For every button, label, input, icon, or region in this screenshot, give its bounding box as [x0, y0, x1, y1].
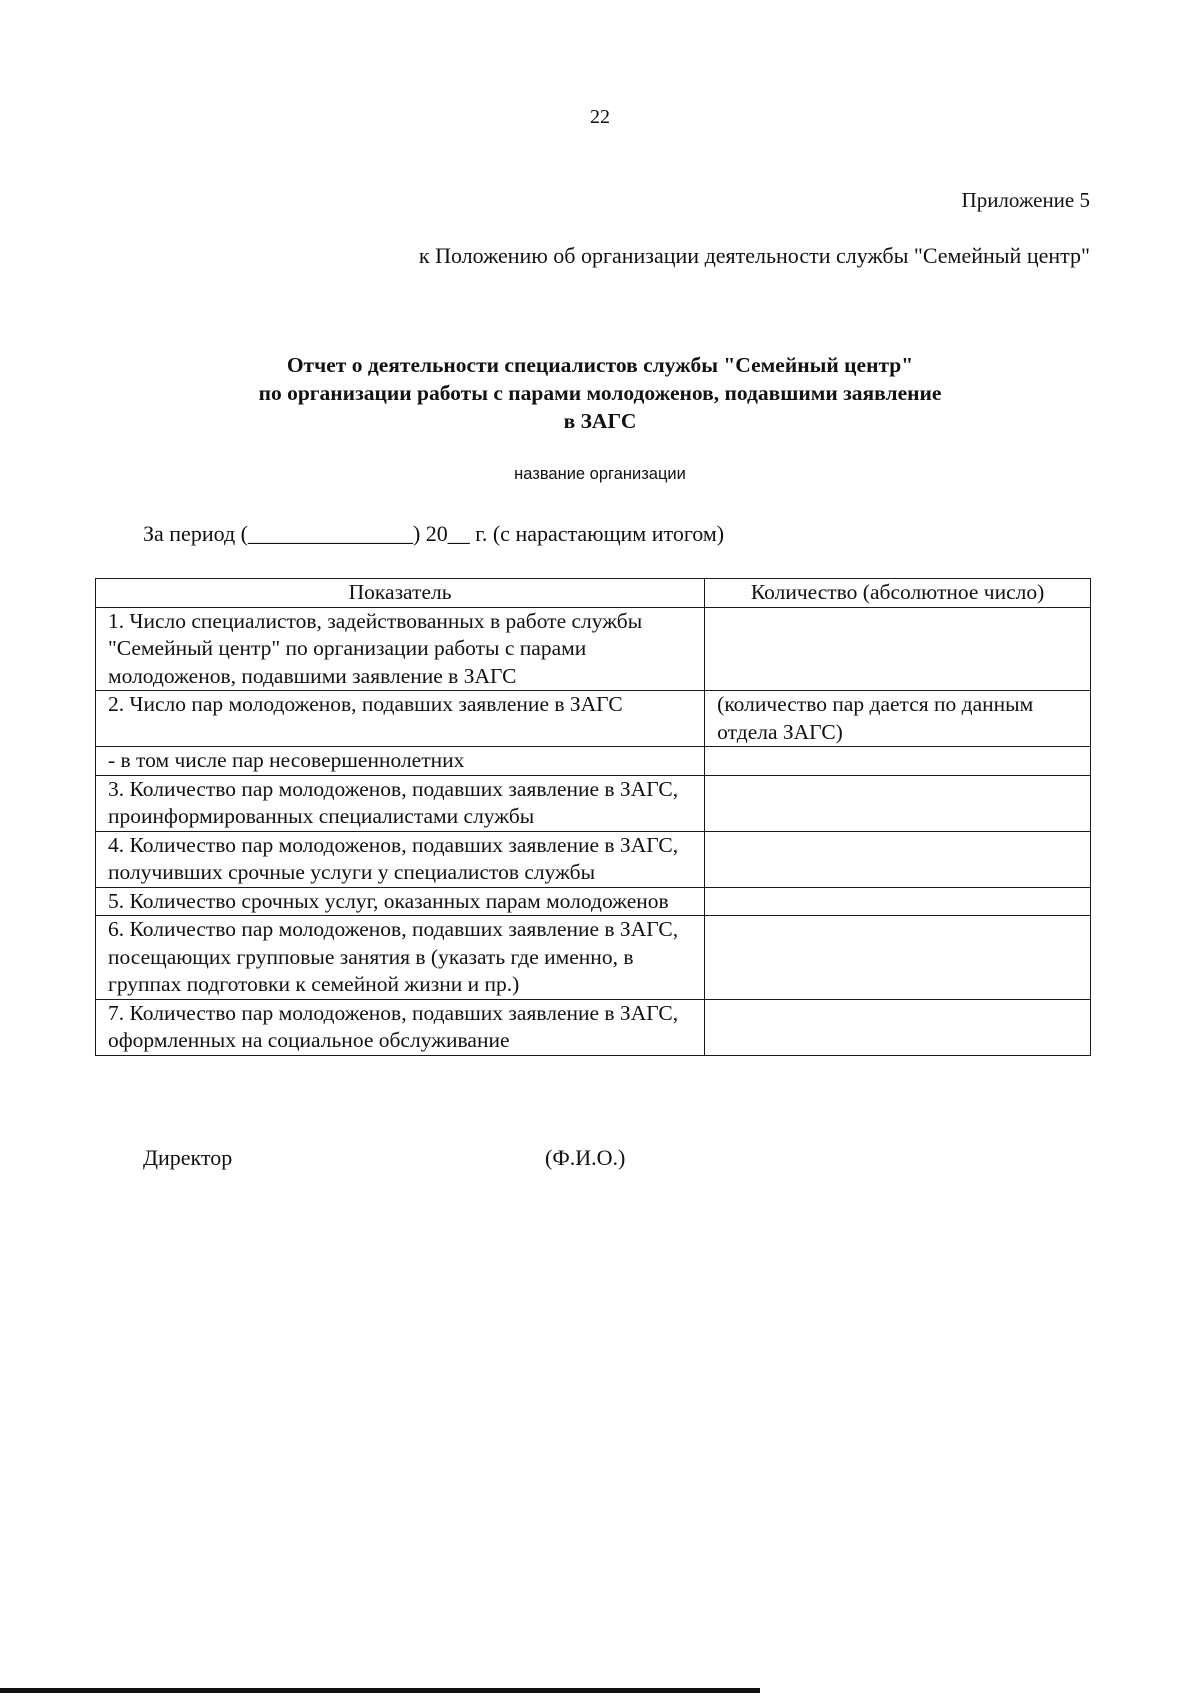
indicator-cell: - в том числе пар несовершеннолетних — [96, 747, 705, 776]
appendix-reference: к Положению об организации деятельности службы "Семейный центр" — [418, 243, 1090, 268]
table-header-row — [96, 579, 1091, 608]
page-bottom-rule — [0, 1688, 760, 1693]
quantity-cell — [705, 999, 1091, 1055]
signature-name-placeholder: (Ф.И.О.) — [545, 1145, 626, 1170]
quantity-cell — [705, 916, 1091, 1000]
indicator-cell: 3. Количество пар молодоженов, подавших заявление в ЗАГС, проинформированных специалистами службы — [96, 775, 705, 831]
table-row — [96, 999, 1091, 1055]
quantity-cell — [705, 887, 1091, 916]
report-title — [0, 351, 1200, 435]
indicator-cell: 7. Количество пар молодоженов, подавших заявление в ЗАГС, оформленных на социальное обслуживание — [96, 999, 705, 1055]
table-row — [96, 916, 1091, 1000]
table-row — [96, 747, 1091, 776]
quantity-cell — [705, 607, 1091, 691]
table-row — [96, 887, 1091, 916]
table-row — [96, 691, 1091, 747]
quantity-cell — [705, 831, 1091, 887]
page-number: 22 — [590, 106, 610, 128]
appendix-label: Приложение 5 — [961, 188, 1090, 212]
header-indicator: Показатель — [96, 579, 705, 608]
report-table — [95, 578, 1091, 1056]
signature-position: Директор — [143, 1145, 233, 1170]
indicator-cell: 2. Число пар молодоженов, подавших заявление в ЗАГС — [96, 691, 705, 747]
report-title-line-2: по организации работы с парами молодоженов, подавшими заявление — [258, 381, 942, 405]
quantity-cell — [705, 747, 1091, 776]
quantity-cell: (количество пар дается по данным отдела ЗАГС) — [705, 691, 1091, 747]
indicator-cell: 5. Количество срочных услуг, оказанных парам молодоженов — [96, 887, 705, 916]
header-quantity: Количество (абсолютное число) — [705, 579, 1091, 608]
organization-name-caption: название организации — [514, 465, 686, 483]
quantity-cell — [705, 775, 1091, 831]
table-row — [96, 775, 1091, 831]
indicator-cell: 1. Число специалистов, задействованных в работе службы "Семейный центр" по организации работы с парами молодоженов, подавшими заявление в ЗАГС — [96, 607, 705, 691]
table-row — [96, 831, 1091, 887]
report-title-line-1: Отчет о деятельности специалистов службы "Семейный центр" — [286, 353, 914, 377]
indicator-cell: 6. Количество пар молодоженов, подавших заявление в ЗАГС, посещающих групповые занятия в (указать где именно, в группах подготовки к семейной жизни и пр.) — [96, 916, 705, 1000]
reporting-period-line: За период (_______________) 20__ г. (с нарастающим итогом) — [143, 521, 725, 546]
table-row — [96, 607, 1091, 691]
report-title-line-3: в ЗАГС — [563, 409, 637, 433]
indicator-cell: 4. Количество пар молодоженов, подавших заявление в ЗАГС, получивших срочные услуги у специалистов службы — [96, 831, 705, 887]
